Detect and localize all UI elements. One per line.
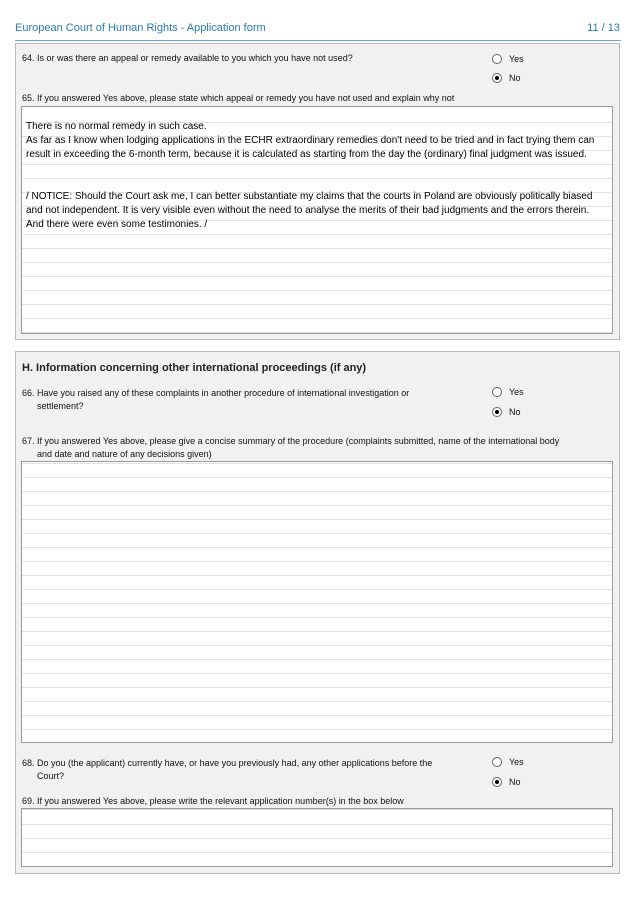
q66-no-circle[interactable] [492,407,502,417]
q69-label: 69. If you answered Yes above, please write the relevant application number(s) in the box below [22,796,404,806]
q66-yes-radio[interactable] [492,386,524,398]
q67-label [22,435,614,461]
q68-yes-label: Yes [509,757,524,767]
q69-answer-box[interactable] [21,808,613,867]
section-h-title: H. Information concerning other international proceedings (if any) [22,362,367,374]
header-divider [15,40,621,41]
q68-no-radio[interactable] [492,776,521,788]
q64-no-circle[interactable] [492,73,502,83]
q68-label-line2: Court? [37,771,65,781]
q64-label: 64. Is or was there an appeal or remedy available to you which you have not used? [22,53,353,63]
q64-yes-circle[interactable] [492,54,502,64]
q68-label [22,757,482,783]
q66-label-line2: settlement? [37,401,84,411]
q64-no-label: No [509,73,521,83]
q68-no-circle[interactable] [492,777,502,787]
q64-yes-radio[interactable] [492,53,524,65]
q66-label-line1: 66. Have you raised any of these complaints in another procedure of international investigation or [22,388,410,398]
q64-yes-label: Yes [509,54,524,64]
page-number: 11 / 13 [587,22,620,34]
q68-yes-circle[interactable] [492,757,502,767]
q66-label [22,387,472,413]
page-header [15,22,620,38]
q66-no-radio[interactable] [492,406,521,418]
q65-answer-box[interactable] [21,106,613,334]
q65-label: 65. If you answered Yes above, please state which appeal or remedy you have not used and explain why not [22,93,455,103]
q67-label-line2: and date and nature of any decisions given) [37,449,212,459]
q67-label-line1: 67. If you answered Yes above, please give a concise summary of the procedure (complaints submitted, name of the international body [22,436,560,446]
q66-yes-circle[interactable] [492,387,502,397]
q68-no-label: No [509,777,521,787]
q65-answer-text: There is no normal remedy in such case. As far as I know when lodging applications in the ECHR extraordinary remedies don't need to be tried and in fact trying them can result in exceeding the 6-month term, because it is calculated as starting from the day the (ordinary) final judgment was issued. / NOTICE: Should the Court ask me, I can better substantiate my claims that the courts in Poland are obviously politically biased and not independent. It is very visible even without the need to analyse the merits of their bad judgments and the errors therein. And there were even some testimonies. / [26,121,595,230]
q68-yes-radio[interactable] [492,756,524,768]
form-title: European Court of Human Rights - Application form [15,22,266,34]
q66-yes-label: Yes [509,387,524,397]
q66-no-label: No [509,407,521,417]
q67-answer-box[interactable] [21,461,613,743]
q68-label-line1: 68. Do you (the applicant) currently have, or have you previously had, any other applications before the [22,758,433,768]
q64-no-radio[interactable] [492,72,521,84]
